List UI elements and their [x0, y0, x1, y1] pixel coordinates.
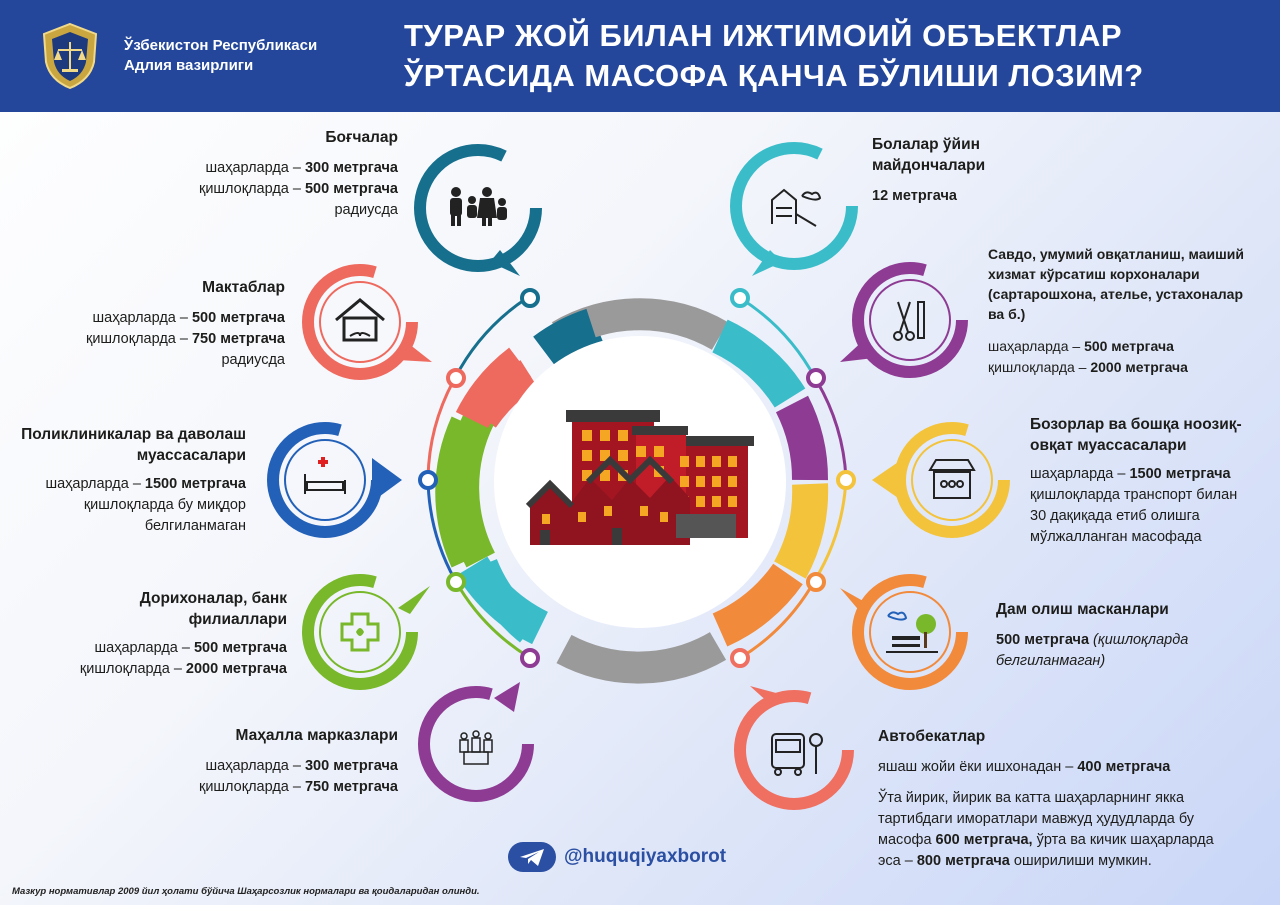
block-playgrounds [872, 134, 985, 207]
block-services [988, 244, 1244, 378]
block-mahalla [199, 725, 398, 798]
node-dot [732, 290, 748, 306]
services-title-line-4: ва б.) [988, 306, 1026, 322]
label: ўрта ва кичик шаҳарларда [1032, 832, 1214, 848]
value: 400 метргача [1077, 759, 1171, 775]
mahalla-title: Маҳалла марказлари [235, 727, 398, 744]
label: эса – [878, 853, 917, 869]
ring-segment-gray-bottom [564, 646, 718, 668]
markets-line-4: мўлжалланган масофада [1030, 529, 1202, 545]
market-stall-icon [930, 460, 974, 498]
block-markets [1030, 414, 1242, 548]
kindergartens-title: Боғчалар [325, 129, 398, 146]
ring-seg-f [792, 404, 810, 480]
block-schools [86, 277, 285, 371]
pharmacies-line-1 [80, 638, 287, 659]
label: қишлоқларда – [988, 359, 1091, 375]
kindergartens-line-3: радиусда [334, 202, 398, 218]
block-kindergartens [199, 127, 398, 221]
label: шаҳарларда – [92, 310, 192, 326]
markets-line-2: қишлоқларда транспорт билан [1030, 487, 1238, 503]
pharmacies-title-line-2: филиаллари [188, 611, 287, 628]
services-line-2 [988, 357, 1244, 378]
bubble-markets [872, 428, 1004, 532]
label: яшаш жойи ёки ишхонадан – [878, 759, 1078, 775]
title-line-2: ЎРТАСИДА МАСОФА ҚАНЧА БЎЛИШИ ЛОЗИМ? [404, 58, 1144, 93]
value: 750 метргача [304, 779, 398, 795]
kindergartens-line-2 [199, 179, 398, 200]
park-bench-icon [886, 612, 938, 652]
markets-title-line-2: овқат муассасалари [1030, 437, 1187, 454]
services-line-1 [988, 336, 1244, 357]
label: масофа [878, 832, 936, 848]
services-title [988, 244, 1244, 324]
school-book-icon [336, 300, 384, 340]
block-clinics [21, 424, 246, 537]
value: 300 метргача [304, 160, 398, 176]
schools-line-1 [86, 308, 285, 329]
bubble-playgrounds [736, 148, 852, 276]
block-busstops [878, 726, 1214, 872]
bus-stop-icon [772, 734, 822, 775]
mahalla-line-1 [199, 756, 398, 777]
kindergartens-line-1 [199, 158, 398, 179]
ministry-line-2: Адлия вазирлиги [124, 57, 254, 74]
busstops-title: Автобекатлар [878, 728, 986, 745]
label: қишлоқларда – [85, 331, 192, 347]
node-dot [838, 472, 854, 488]
footer-note: Мазкур нормативлар 2009 йил ҳолати бўйича Шаҳарсозлик нормалари ва қоидаларидан олинди. [12, 886, 480, 897]
hospital-bed-icon [305, 457, 345, 494]
label: шаҳарларда – [205, 160, 305, 176]
recreation-line-2 [996, 651, 1188, 672]
node-dot [420, 472, 436, 488]
busstops-p-line-2: тартибдаги иморатлари мавжуд ҳудудларда бу [878, 811, 1195, 827]
clinics-line-2: қишлоқларда бу миқдор [83, 497, 246, 513]
value: 750 метргача [191, 331, 285, 347]
node-dot [808, 574, 824, 590]
playground-icon [772, 190, 820, 226]
node-dot [808, 370, 824, 386]
label: қишлоқларда – [79, 661, 186, 677]
value: 500 метргача [193, 640, 287, 656]
busstops-line-1 [878, 757, 1214, 778]
services-title-line-2: хизмат кўрсатиш корхоналари [988, 266, 1200, 282]
social-link[interactable] [508, 842, 726, 872]
playgrounds-value: 12 метргача [872, 188, 957, 204]
value: 1500 метргача [144, 476, 246, 492]
pharmacies-line-2 [80, 659, 287, 680]
note: (қишлоқларда [1089, 632, 1189, 648]
schools-line-2 [86, 329, 285, 350]
pharmacies-title [80, 588, 287, 630]
playgrounds-title-line-2: майдончалари [872, 157, 986, 174]
recreation-title: Дам олиш масканлари [996, 601, 1169, 618]
services-title-line-1: Савдо, умумий овқатланиш, маиший [988, 246, 1244, 262]
services-title-line-3: (сартарошхона, ательe, устахоналар [988, 286, 1244, 302]
recreation-line-1 [996, 630, 1188, 651]
busstops-p-line-1: Ўта йирик, йирик ва катта шаҳарларнинг якка [878, 790, 1185, 806]
value: 2000 метргача [1090, 359, 1188, 375]
node-dot [448, 370, 464, 386]
label: шаҳарларда – [988, 338, 1085, 354]
bubble-clinics [273, 428, 402, 532]
markets-title [1030, 414, 1242, 456]
label: шаҳарларда – [1030, 466, 1130, 482]
node-dot [448, 574, 464, 590]
clinics-title-line-2: муассасалари [136, 447, 246, 464]
mahalla-line-2 [199, 777, 398, 798]
label: шаҳарларда – [205, 758, 305, 774]
playgrounds-title-line-1: Болалар ўйин [872, 136, 980, 153]
note: белгиланмаган) [996, 653, 1106, 669]
clinics-title [21, 424, 246, 466]
bubble-mahalla [424, 682, 528, 796]
ring-seg-g [790, 484, 810, 570]
block-recreation [996, 599, 1188, 672]
label: шаҳарларда – [94, 640, 194, 656]
value: 2000 метргача [185, 661, 287, 677]
title-line-1: ТУРАР ЖОЙ БИЛАН ИЖТИМОИЙ ОБЪЕКТЛАР [404, 18, 1123, 53]
schools-title: Мактаблар [202, 279, 285, 296]
value: 500 метргача [996, 632, 1090, 648]
family-icon [450, 187, 507, 226]
bubble-schools [308, 270, 432, 374]
busstops-p-line-3 [878, 830, 1214, 851]
value: 500 метргача [1084, 338, 1174, 354]
busstops-p-line-4 [878, 851, 1214, 872]
value: 300 метргача [304, 758, 398, 774]
value: 500 метргача [191, 310, 285, 326]
markets-line-3: 30 дақиқада етиб олишга [1030, 508, 1200, 524]
markets-title-line-1: Бозорлар ва бошқа ноозиқ- [1030, 416, 1242, 433]
pharmacy-cross-icon [342, 614, 378, 650]
clinics-line-1 [21, 474, 246, 495]
community-icon [460, 731, 492, 764]
value: 1500 метргача [1129, 466, 1231, 482]
value: 600 метргача, [935, 832, 1033, 848]
playgrounds-title [872, 134, 985, 176]
value: 500 метргача [304, 181, 398, 197]
label: шаҳарларда – [45, 476, 145, 492]
bubble-pharmacies [308, 580, 430, 684]
pharmacies-title-line-1: Дорихоналар, банк [139, 590, 287, 607]
clinics-title-line-1: Поликлиникалар ва даволаш [21, 426, 246, 443]
value: 800 метргача [916, 853, 1010, 869]
ring-seg-c [453, 424, 468, 560]
node-dot [732, 650, 748, 666]
scissors-comb-icon [894, 302, 924, 340]
label: қишлоқларда – [198, 181, 305, 197]
label: қишлоқларда – [198, 779, 305, 795]
telegram-icon [508, 842, 556, 872]
block-pharmacies [80, 588, 287, 680]
ministry-line-1: Ўзбекистон Республикаси [124, 37, 318, 54]
bubble-busstops [740, 686, 848, 804]
social-handle[interactable]: @huquqiyaxborot [564, 846, 727, 867]
bubble-recreation [840, 580, 962, 684]
node-dot [522, 290, 538, 306]
label: оширилиши мумкин. [1009, 853, 1152, 869]
schools-line-3: радиусда [221, 352, 285, 368]
bubble-services [840, 268, 962, 372]
markets-line-1 [1030, 464, 1242, 485]
clinics-line-3: белгиланмаган [144, 518, 246, 534]
node-dot [522, 650, 538, 666]
